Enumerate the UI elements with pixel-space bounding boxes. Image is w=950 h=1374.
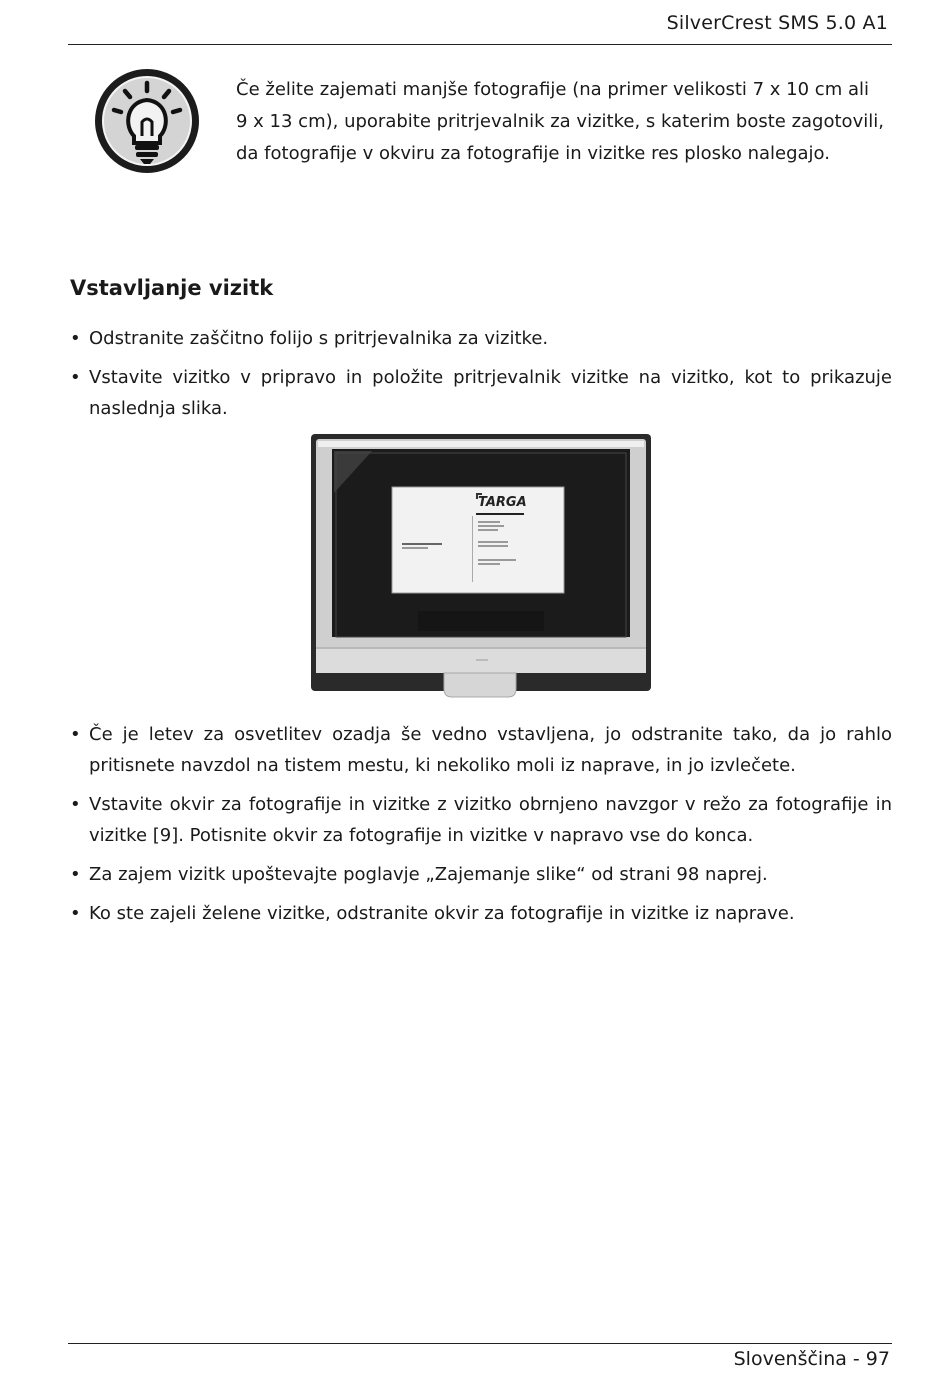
page-footer-label: Slovenščina - 97 — [733, 1348, 890, 1370]
footer-rule — [68, 1343, 892, 1344]
lightbulb-icon — [92, 66, 202, 176]
list-item: • Vstavite vizitko v pripravo in položite pritrjevalnik vizitke na vizitko, kot to prikazuje naslednja slika. — [70, 362, 892, 424]
business-card-holder-figure — [310, 433, 652, 698]
list-item: • Odstranite zaščitno folijo s pritrjevalnika za vizitke. — [70, 323, 892, 354]
list-item: • Za zajem vizitk upoštevajte poglavje „Zajemanje slike“ od strani 98 naprej. — [70, 859, 892, 890]
page-header-title: SilverCrest SMS 5.0 A1 — [666, 12, 888, 34]
section-heading: Vstavljanje vizitk — [70, 276, 274, 300]
tip-text: Če želite zajemati manjše fotografije (na primer velikosti 7 x 10 cm ali 9 x 13 cm), uporabite pritrjevalnik za vizitke, s katerim boste zagotovili, da fotografije v okviru za fotografije in vizitke res plosko nalegajo. — [236, 79, 884, 164]
bullet-list-after-figure — [70, 719, 892, 937]
bullet-list-before-figure — [70, 323, 892, 432]
list-item: • Če je letev za osvetlitev ozadja še vedno vstavljena, jo odstranite tako, da jo rahlo pritisnete navzdol na tistem mestu, ki nekoliko moli iz naprave, in jo izvlečete. — [70, 719, 892, 781]
list-item: • Ko ste zajeli želene vizitke, odstranite okvir za fotografije in vizitke iz naprave. — [70, 898, 892, 929]
list-item: • Vstavite okvir za fotografije in vizitke z vizitko obrnjeno navzgor v režo za fotografije in vizitke [9]. Potisnite okvir za fotografije in vizitke v napravo vse do konca. — [70, 789, 892, 851]
header-rule — [68, 44, 892, 45]
card-brand-text: TARGA — [478, 495, 527, 510]
